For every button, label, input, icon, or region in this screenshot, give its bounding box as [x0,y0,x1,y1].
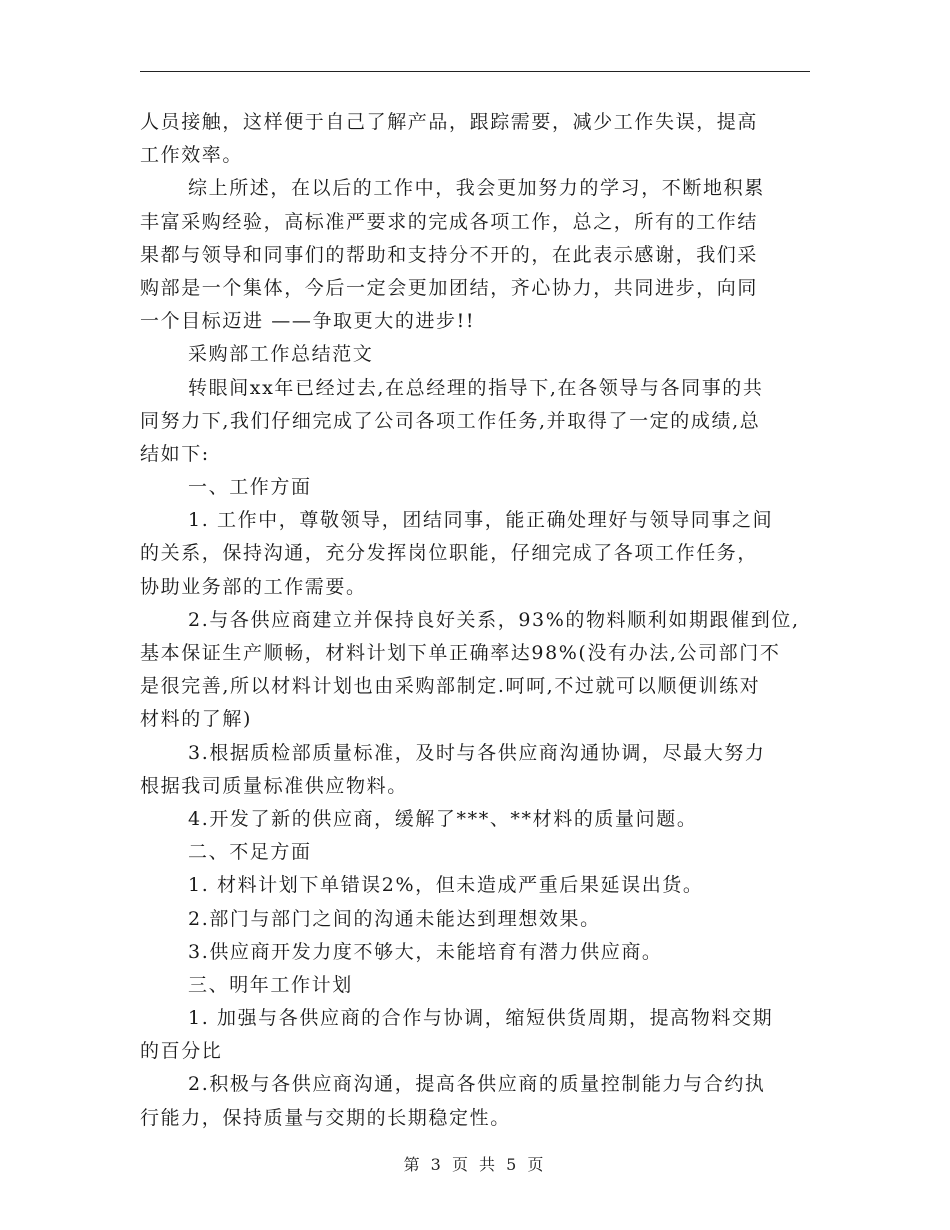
text-line: 购部是一个集体，今后一定会更加团结，齐心协力，共同进步，向同 [140,276,759,299]
text-line: 1. 加强与各供应商的合作与协调，缩短供货周期，提高物料交期 [188,1007,774,1030]
text-line: 丰富采购经验，高标准严要求的完成各项工作，总之，所有的工作结 [140,210,759,233]
text-line: 综上所述，在以后的工作中，我会更加努力的学习，不断地积累 [188,177,765,200]
text-line: 是很完善,所以材料计划也由采购部制定.呵呵,不过就可以顺便训练对 [140,675,761,698]
text-line: 2.积极与各供应商沟通，提高各供应商的质量控制能力与合约执 [188,1073,766,1096]
text-line: 二、不足方面 [188,841,312,864]
text-line: 2.与各供应商建立并保持良好关系，93%的物料顺利如期跟催到位, [188,608,800,631]
header-rule [140,71,810,72]
text-line: 4.开发了新的供应商，缓解了***、**材料的质量问题。 [188,807,698,830]
text-line: 三、明年工作计划 [188,973,353,996]
text-line: 1. 材料计划下单错误2%，但未造成严重后果延误出货。 [188,874,704,897]
text-line: 行能力，保持质量与交期的长期稳定性。 [140,1106,511,1129]
text-line: 果都与领导和同事们的帮助和支持分不开的，在此表示感谢，我们采 [140,243,759,266]
text-line: 人员接触，这样便于自己了解产品，跟踪需要，减少工作失误，提高 [140,111,759,133]
text-line: 一、工作方面 [188,476,312,499]
text-line: 同努力下,我们仔细完成了公司各项工作任务,并取得了一定的成绩,总 [140,409,761,432]
text-line: 1. 工作中，尊敬领导，团结同事，能正确处理好与领导同事之间 [188,509,774,532]
text-line: 结如下: [140,442,210,465]
text-line: 的百分比 [140,1040,223,1063]
text-line: 一个目标迈进 ——争取更大的进步!! [140,310,476,333]
text-line: 2.部门与部门之间的沟通未能达到理想效果。 [188,907,601,930]
text-line: 采购部工作总结范文 [188,343,374,366]
text-line: 基本保证生产顺畅，材料计划下单正确率达98%(没有办法,公司部门不 [140,642,781,664]
page-number: 第 3 页 共 5 页 [403,1155,547,1174]
text-line: 3.供应商开发力度不够大，未能培育有潜力供应商。 [188,940,663,963]
text-line: 工作效率。 [140,144,244,167]
text-line: 3.根据质检部质量标准，及时与各供应商沟通协调，尽最大努力 [188,741,766,764]
text-line: 转眼间xx年已经过去,在总经理的指导下,在各领导与各同事的共 [188,376,764,399]
text-line: 协助业务部的工作需要。 [140,575,367,598]
text-line: 的关系，保持沟通，充分发挥岗位职能，仔细完成了各项工作任务， [140,542,759,565]
text-line: 材料的了解) [140,708,253,731]
document-body [140,106,820,1135]
text-line: 根据我司质量标准供应物料。 [140,774,408,797]
